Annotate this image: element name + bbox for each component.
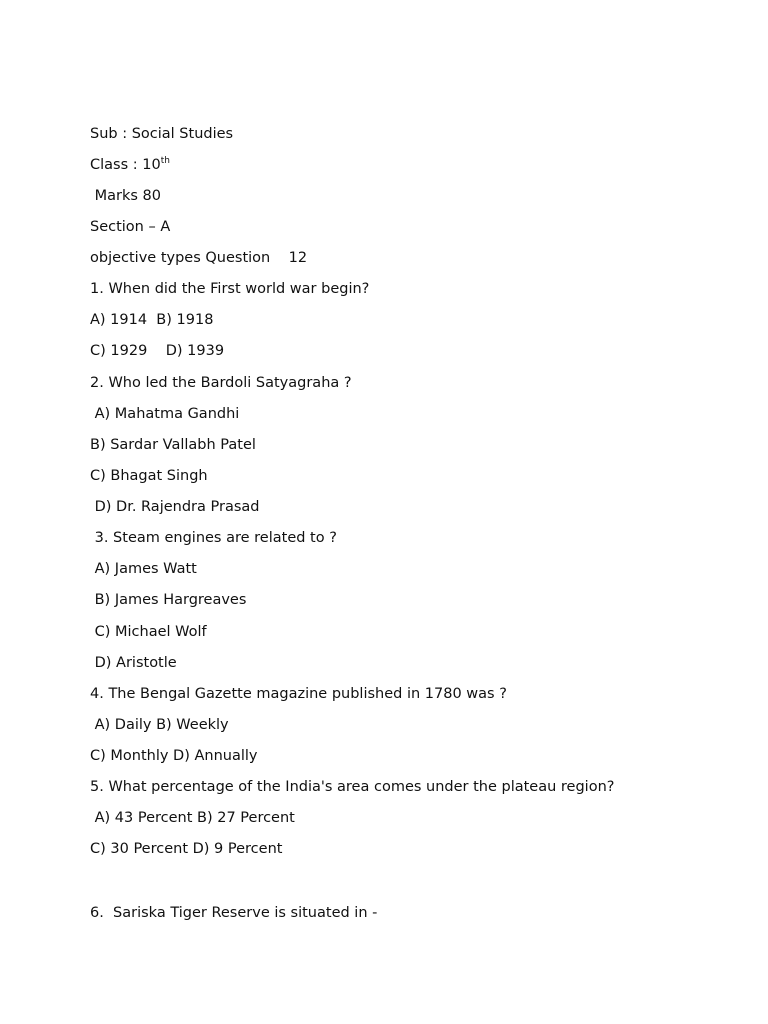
question-3-option: A) James Watt <box>90 561 197 577</box>
question-2-option: A) Mahatma Gandhi <box>90 406 240 422</box>
question-6: 6. Sariska Tiger Reserve is situated in - <box>90 905 378 921</box>
question-2-option: B) Sardar Vallabh Patel <box>90 437 256 453</box>
class-superscript: th <box>160 156 170 166</box>
question-3: 3. Steam engines are related to ? <box>90 530 337 546</box>
class-label: Class : 10 <box>90 157 161 173</box>
question-1: 1. When did the First world war begin? <box>90 281 370 297</box>
question-3-option: D) Aristotle <box>90 655 177 671</box>
class-line <box>90 156 170 174</box>
question-2-option: C) Bhagat Singh <box>90 468 208 484</box>
question-4-option: C) Monthly D) Annually <box>90 748 258 764</box>
question-4: 4. The Bengal Gazette magazine published in 1780 was ? <box>90 686 507 702</box>
question-1-option: A) 1914⁠ B) 1918 <box>90 312 214 328</box>
objective-line: objective types Question 12 <box>90 250 308 266</box>
subject-line: Sub : Social Studies <box>90 126 234 142</box>
question-5-option: C) 30 Percent D) 9 Percent <box>90 841 283 857</box>
question-3-option: C) Michael Wolf <box>90 624 207 640</box>
question-1-option: C) 1929⁠ D) 1939 <box>90 343 225 359</box>
question-2-option: D) Dr. Rajendra Prasad <box>90 499 260 515</box>
marks-line: Marks 80 <box>90 188 161 204</box>
question-3-option: B) James Hargreaves <box>90 592 247 608</box>
question-2: 2. Who led the Bardoli Satyagraha ? <box>90 375 352 391</box>
question-5: 5. What percentage of the India's area comes under the plateau region? <box>90 779 615 795</box>
section-heading: Section – A <box>90 219 171 235</box>
question-5-option: A) 43 Percent B) 27 Percent <box>90 810 295 826</box>
question-4-option: A) Daily B) Weekly <box>90 717 229 733</box>
